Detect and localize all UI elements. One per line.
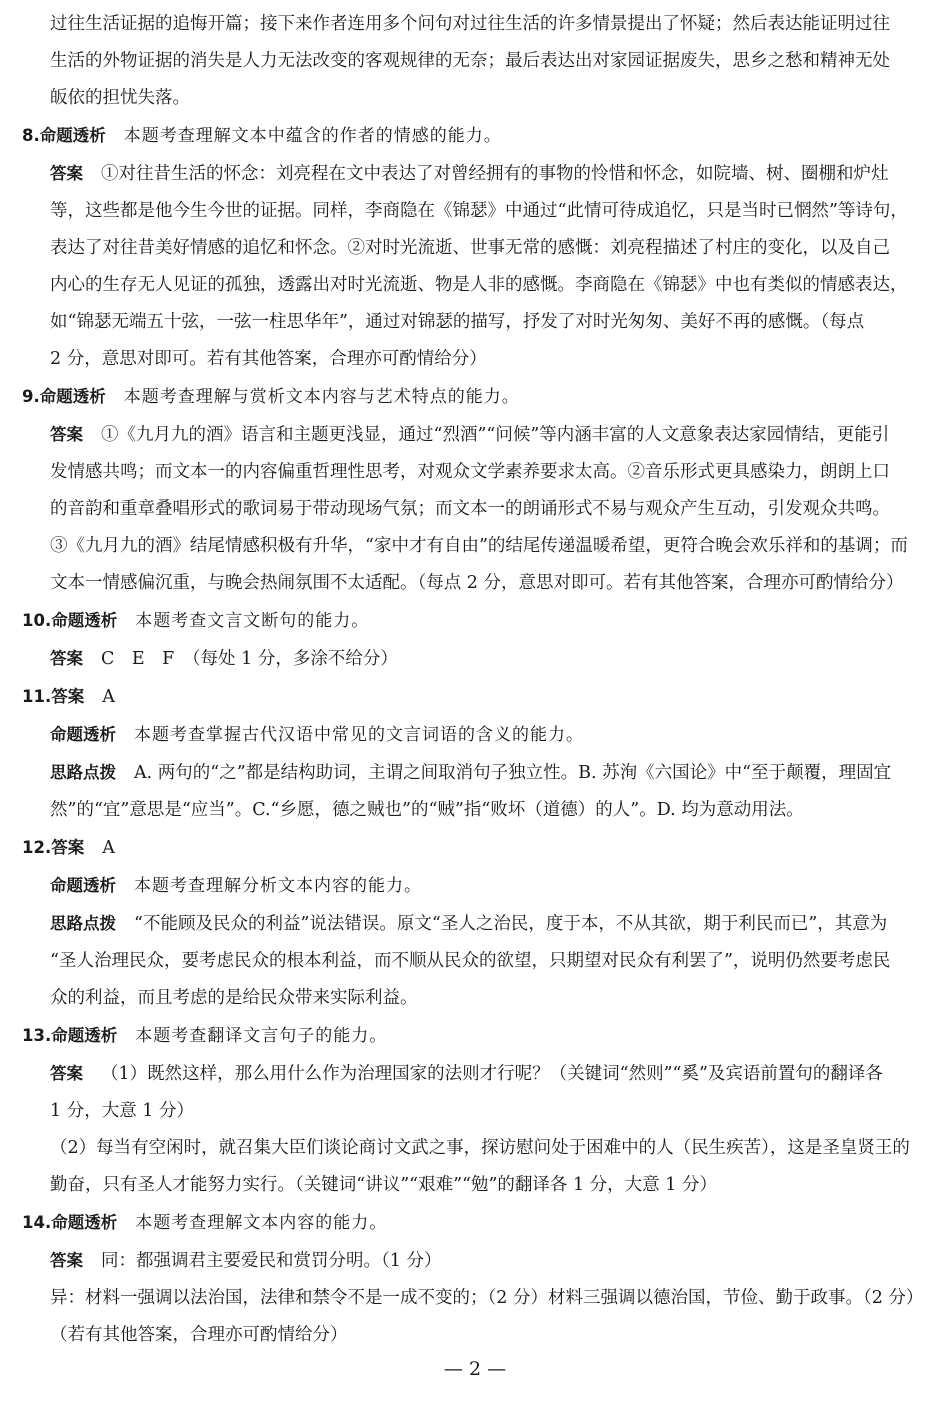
body-text: （1）既然这样，那么用什么作为治理国家的法则才行呢？（关键词“然则”“奚”及宾语前置句的翻译各 — [101, 1064, 883, 1084]
text-line — [22, 640, 932, 678]
body-text: 的音韵和重章叠唱形式的歌词易于带动现场气氛；而文本一的朗诵形式不易与观众产生互动，引发观众共鸣。 — [50, 499, 890, 519]
section-label: 答案 — [50, 1251, 83, 1270]
body-text: （2）每当有空闲时，就召集大臣们谈论商讨文武之事，探访慰问处于困难中的人（民生疾苦），这是圣皇贤王的 — [50, 1138, 910, 1158]
body-text: 内心的生存无人见证的孤独，透露出对时光流逝、物是人非的感慨。李商隐在《锦瑟》中也有类似的情感表达， — [50, 275, 908, 295]
body-text: 过往生活证据的追悔开篇；接下来作者连用多个问句对过往生活的许多情景提出了怀疑；然后表达能证明过往 — [50, 14, 890, 34]
section-label: 命题透析 — [51, 1026, 118, 1045]
body-text: 如“锦瑟无端五十弦，一弦一柱思华年”，通过对锦瑟的描写，抒发了对时光匆匆、美好不再的感慨。（每点 — [50, 312, 865, 332]
question-number: 11. — [22, 687, 52, 706]
text-line — [22, 980, 932, 1017]
text-line — [22, 304, 932, 341]
body-text: 同：都强调君主要爱民和赏罚分明。（1 分） — [101, 1251, 442, 1271]
body-text: “不能顾及民众的利益”说法错误。原文“圣人之治民，度于本，不从其欲，期于利民而已”，其意为 — [134, 914, 888, 934]
text-line — [22, 1242, 932, 1280]
section-label: 答案 — [50, 1064, 83, 1083]
analysis-text: 本题考查文言文断句的能力。 — [135, 611, 370, 631]
analysis-text: 本题考查理解文本中蕴含的作者的情感的能力。 — [123, 126, 502, 146]
body-text: A — [102, 687, 115, 707]
text-line — [22, 1317, 932, 1354]
section-label: 思路点拨 — [50, 914, 116, 933]
analysis-text: 本题考查掌握古代汉语中常见的文言词语的含义的能力。 — [134, 725, 584, 745]
text-line — [22, 678, 932, 716]
text-line — [22, 716, 932, 754]
text-line — [22, 230, 932, 267]
body-text: 1 分，大意 1 分） — [50, 1101, 194, 1121]
body-text: ③《九月九的酒》结尾情感积极有升华，“家中才有自由”的结尾传递温暖希望，更符合晚会欢乐祥和的基调；而 — [50, 536, 908, 556]
body-text: 皈依的担忧失落。 — [50, 88, 190, 108]
body-text: 众的利益，而且考虑的是给民众带来实际利益。 — [50, 988, 418, 1008]
section-label: 答案 — [51, 687, 85, 706]
body-text: 异：材料一强调以法治国，法律和禁令不是一成不变的；（2 分）材料三强调以德治国，节俭、勤于政事。（2 分） — [50, 1288, 924, 1308]
text-line — [22, 1167, 932, 1204]
section-label: 命题透析 — [50, 725, 116, 744]
section-label: 命题透析 — [50, 876, 116, 895]
body-text: 生活的外物证据的消失是人力无法改变的客观规律的无奈；最后表达出对家园证据废失，思乡之愁和精神无处 — [50, 51, 890, 71]
text-line — [22, 491, 932, 528]
body-text: 勤奋，只有圣人才能努力实行。（关键词“讲议”“艰难”“勉”的翻译各 1 分，大意 1 分） — [50, 1175, 717, 1195]
question-number: 9. — [22, 387, 40, 406]
question-number: 10. — [22, 611, 52, 630]
question-number: 13. — [22, 1026, 52, 1045]
analysis-text: 本题考查翻译文言句子的能力。 — [135, 1026, 388, 1046]
body-text: C E F （每处 1 分，多涂不给分） — [101, 649, 398, 669]
text-line — [22, 602, 932, 640]
section-label: 答案 — [50, 164, 83, 183]
question-number: 12. — [22, 838, 52, 857]
section-label: 答案 — [51, 838, 85, 857]
text-line — [22, 754, 932, 792]
text-line — [22, 80, 932, 117]
question-number: 8. — [22, 126, 40, 145]
body-text: 文本一情感偏沉重，与晚会热闹氛围不太适配。（每点 2 分，意思对即可。若有其他答案，合理亦可酌情给分） — [50, 573, 904, 593]
analysis-text: 本题考查理解与赏析文本内容与艺术特点的能力。 — [123, 387, 520, 407]
text-line — [22, 6, 932, 43]
text-line — [22, 1093, 932, 1130]
text-line — [22, 1280, 932, 1317]
text-line — [22, 454, 932, 491]
text-line — [22, 378, 932, 416]
text-line — [22, 565, 932, 602]
text-line — [22, 1017, 932, 1055]
text-line — [22, 528, 932, 565]
section-label: 命题透析 — [39, 387, 106, 406]
text-line — [22, 943, 932, 980]
text-line — [22, 867, 932, 905]
section-label: 答案 — [50, 649, 83, 668]
body-text: 发情感共鸣；而文本一的内容偏重哲理性思考，对观众文学素养要求太高。②音乐形式更具感染力，朗朗上口 — [50, 462, 890, 482]
body-text: A. 两句的“之”都是结构助词，主谓之间取消句子独立性。B. 苏洵《六国论》中“至于颠覆，理固宜 — [134, 763, 892, 783]
text-line — [22, 416, 932, 454]
body-text: 2 分，意思对即可。若有其他答案，合理亦可酌情给分） — [50, 349, 487, 369]
body-text: A — [102, 838, 115, 858]
body-text: 然”的“宜”意思是“应当”。C.“乡愿，德之贼也”的“贼”指“败坏（道德）的人”。D. 均为意动用法。 — [50, 800, 804, 820]
text-line — [22, 43, 932, 80]
section-label: 命题透析 — [51, 1213, 118, 1232]
text-line — [22, 341, 932, 378]
text-line — [22, 193, 932, 230]
section-label: 思路点拨 — [50, 763, 116, 782]
body-text: ①对往昔生活的怀念：刘亮程在文中表达了对曾经拥有的事物的怜惜和怀念，如院墙、树、圈棚和炉灶 — [101, 164, 889, 184]
text-line — [22, 829, 932, 867]
text-line — [22, 1130, 932, 1167]
page-number: — 2 — — [443, 1358, 507, 1380]
text-line — [22, 905, 932, 943]
section-label: 答案 — [50, 425, 83, 444]
text-line — [22, 155, 932, 193]
question-number: 14. — [22, 1213, 52, 1232]
body-text: 等，这些都是他今生今世的证据。同样，李商隐在《锦瑟》中通过“此情可待成追忆，只是当时已惘然”等诗句， — [50, 201, 908, 221]
text-line — [22, 1055, 932, 1093]
body-text: （若有其他答案，合理亦可酌情给分） — [50, 1325, 348, 1345]
text-line — [22, 117, 932, 155]
text-line — [22, 1204, 932, 1242]
analysis-text: 本题考查理解文本内容的能力。 — [135, 1213, 388, 1233]
text-line — [22, 267, 932, 304]
body-text: “圣人治理民众，要考虑民众的根本利益，而不顺从民众的欲望，只期望对民众有利罢了”，说明仍然要考虑民 — [50, 951, 891, 971]
section-label: 命题透析 — [51, 611, 118, 630]
text-line — [22, 792, 932, 829]
body-text: 表达了对往昔美好情感的追忆和怀念。②对时光流逝、世事无常的感慨：刘亮程描述了村庄的变化，以及自己 — [50, 238, 890, 258]
body-text: ①《九月九的酒》语言和主题更浅显，通过“烈酒”“问候”等内涵丰富的人文意象表达家园情结，更能引 — [101, 425, 890, 445]
section-label: 命题透析 — [39, 126, 106, 145]
analysis-text: 本题考查理解分析文本内容的能力。 — [134, 876, 422, 896]
